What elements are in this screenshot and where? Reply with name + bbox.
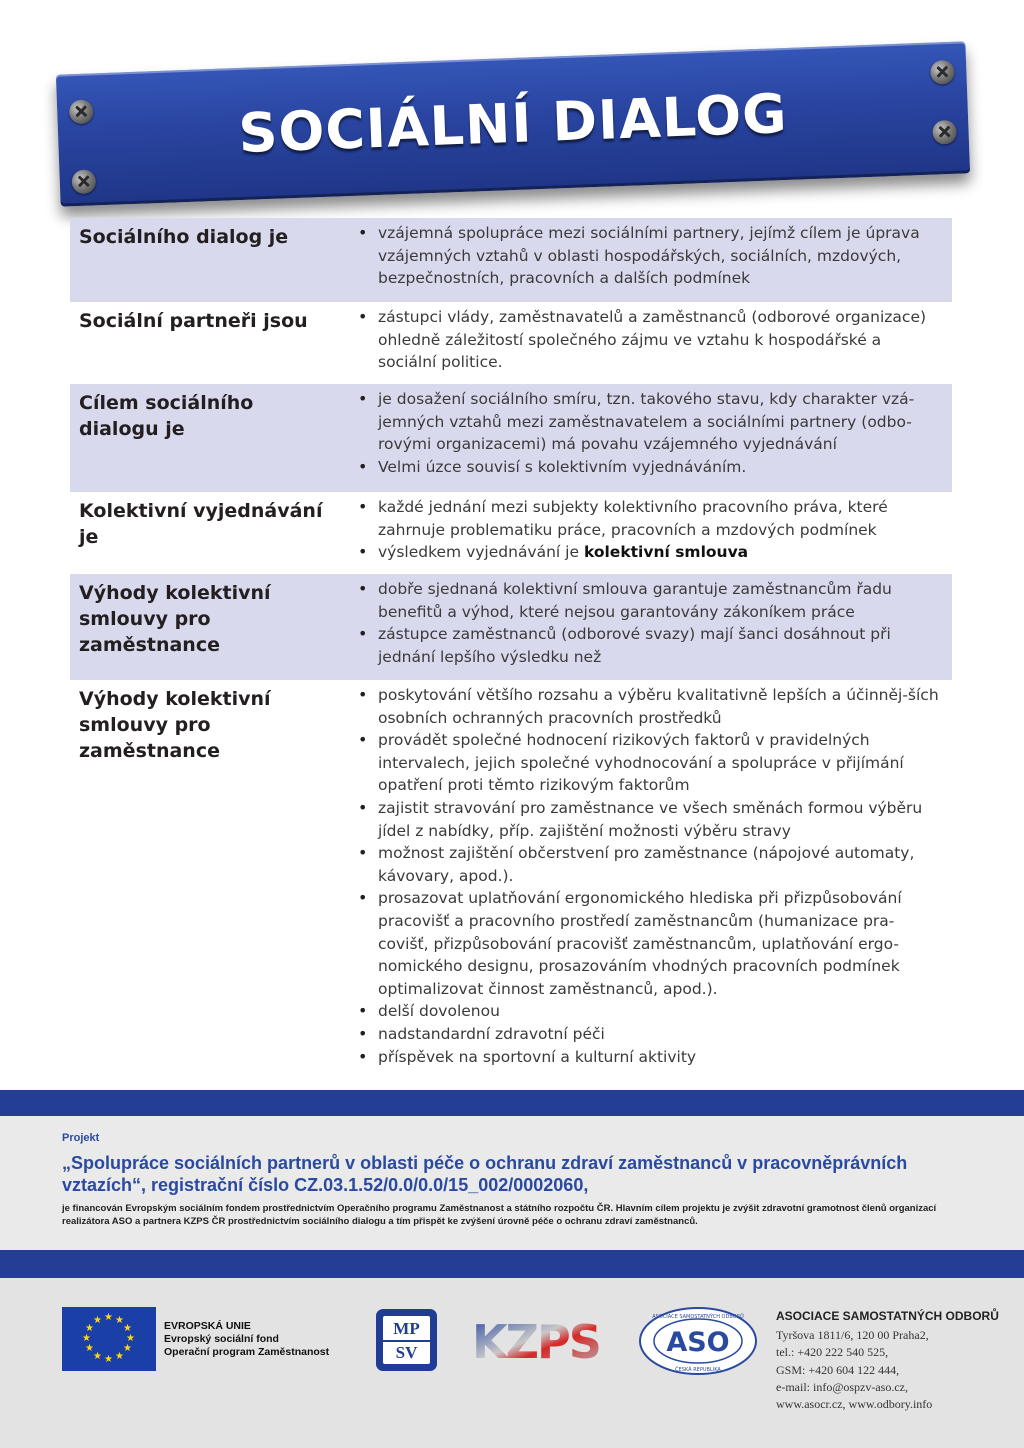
list-item: • provádět společné hodnocení rizikových faktorů v pravidelných intervalech, jejich společné vyhodnocování a spolupráce v přijímání opatření proti těmto rizikovým faktorům [358,729,944,797]
star-icon: ★ [115,1315,124,1326]
star-icon: ★ [85,1323,94,1334]
section-items [345,384,952,492]
contact-gsm: GSM: +420 604 122 444, [776,1362,900,1377]
screw-icon [71,169,96,194]
mpsv-bottom: SV [395,1343,418,1362]
list-item: • dobře sjednaná kolektivní smlouva garantuje zaměstnancům řadu benefitů a výhod, které nejsou garantovány zákoníkem práce [358,578,944,623]
star-icon: ★ [126,1333,135,1344]
project-kicker: Projekt [62,1132,100,1144]
eu-line: EVROPSKÁ UNIE [164,1320,251,1332]
aso-logo [638,1306,758,1376]
section-row [70,574,952,680]
list-item: • zástupce zaměstnanců (odborové svazy) mají šanci dosáhnout při jednání lepšího výsledku než [358,623,944,668]
project-description: je financován Evropským sociálním fondem prostřednictvím Operačního programu Zaměstnanost a státního rozpočtu ČR. Hlavním cílem projektu je zvýšit zdravotní gramotnost členů organizací realizátora ASO a partnera KZPS ČR prostřednictvím sociálního dialogu a tím přispět ke zvýšení úrovně péče o ochranu zdraví zaměstnanců. [62,1203,937,1227]
star-icon: ★ [82,1333,91,1344]
section-items [345,218,952,302]
footer [0,1278,1024,1448]
section-row [70,680,952,1078]
list-item [358,541,944,564]
star-icon: ★ [93,1315,102,1326]
eu-line: Operační program Zaměstnanost [164,1346,330,1358]
list-item: • příspěvek na sportovní a kulturní aktivity [358,1046,944,1069]
divider-bar [0,1250,1024,1278]
section-row [70,218,952,302]
star-icon: ★ [85,1343,94,1354]
aso-center: ASO [666,1327,730,1358]
eu-line: Evropský sociální fond [164,1333,279,1345]
list-item: • zástupci vlády, zaměstnavatelů a zaměstnanců (odborové organizace) ohledně záležitostí společného zájmu ve vztahu k hospodářské a sociální politice. [358,306,944,374]
list-item: • delší dovolenou [358,1000,944,1023]
section-label: Výhody kolektivní smlouvy pro zaměstnance [79,688,271,762]
list-item: • poskytování většího rozsahu a výběru kvalitativně lepších a účinněj-ších osobních ochranných pracovních prostředků [358,684,944,729]
section-items [345,302,952,384]
project-box [0,1116,1024,1250]
list-item: • Velmi úzce souvisí s kolektivním vyjednáváním. [358,456,944,479]
mpsv-badge [381,1314,432,1366]
section-label: Cílem sociálního dialogu je [79,392,254,440]
section-row [70,384,952,492]
eu-flag-logo [62,1307,156,1371]
content-table [70,218,952,1078]
contact-block [776,1308,999,1413]
star-icon: ★ [115,1351,124,1362]
section-items [345,492,952,574]
divider-bar [0,1090,1024,1116]
project-title: „Spolupráce sociálních partnerů v oblasti péče o ochranu zdraví zaměstnanců v pracovněprávních vztazích“, registrační číslo CZ.03.1.52/0.0/0.0/15_002/0002060, [62,1153,908,1195]
contact-email: e-mail: info@ospzv-aso.cz, [776,1379,909,1394]
eu-caption [164,1320,329,1359]
mpsv-top: MP [383,1318,430,1342]
section-row [70,492,952,574]
page-title: SOCIÁLNÍ DIALOG [237,81,789,166]
title-banner [58,58,968,200]
kzps-logo [470,1312,620,1368]
section-row [70,302,952,384]
banner-plate [56,41,970,206]
list-item: • zajistit stravování pro zaměstnance ve všech směnách formou výběru jídel z nabídky, příp. zajištění možnosti výběru stravy [358,797,944,842]
section-label: Kolektivní vyjednávání je [79,500,323,548]
star-icon: ★ [93,1351,102,1362]
list-item: • nadstandardní zdravotní péči [358,1023,944,1046]
list-item-text: výsledkem vyjednávání je [378,543,580,562]
aso-ring-bottom: ČESKÁ REPUBLIKA [675,1367,721,1373]
emphasis-text: kolektivní smlouva [583,543,749,562]
star-icon: ★ [123,1343,132,1354]
star-icon: ★ [123,1323,132,1334]
star-icon: ★ [104,1354,113,1365]
section-items [345,680,952,1078]
star-icon: ★ [104,1312,113,1323]
list-item: • možnost zajištění občerstvení pro zaměstnance (nápojové automaty, kávovary, apod.). [358,842,944,887]
list-item: • je dosažení sociálního smíru, tzn. takového stavu, kdy charakter vzá-jemných vztahů mezi zaměstnavatelem a sociálními partnery (odbo-rovými organizacemi) má povahu vzájemného vyjednávání [358,388,944,456]
list-item: • každé jednání mezi subjekty kolektivního pracovního práva, které zahrnuje problematiku práce, pracovních a mzdových podmínek [358,496,944,541]
contact-address: Tyršova 1811/6, 120 00 Praha2, [776,1328,929,1343]
contact-web: www.asocr.cz, www.odbory.info [776,1397,933,1412]
aso-ring-top: ASOCIACE SAMOSTATNÝCH ODBORŮ [652,1314,744,1320]
contact-tel: tel.: +420 222 540 525, [776,1345,889,1360]
contact-org: ASOCIACE SAMOSTATNÝCH ODBORŮ [776,1309,999,1323]
list-item: • vzájemná spolupráce mezi sociálními partnery, jejímž cílem je úprava vzájemných vztahů v oblasti hospodářských, sociálních, mzdových, bezpečnostních, pracovních a dalších podmínek [358,222,944,290]
section-items [345,574,952,680]
list-item: • prosazovat uplatňování ergonomického hlediska při přizpůsobování pracovišť a pracovního prostředí zaměstnancům (humanizace pra-covišť, přizpůsobování pracovišť zaměstnancům, uplatňování ergo-nomického designu, prosazováním vhodných pracovních podmínek optimalizovat činnost zaměstnanců, apod.). [358,887,944,1000]
kzps-wordmark: KZPS [472,1315,600,1368]
mpsv-logo [376,1309,437,1371]
section-label: Sociálního dialog je [79,226,289,248]
section-label: Sociální partneři jsou [79,310,308,332]
section-label: Výhody kolektivní smlouvy pro zaměstnance [79,582,271,656]
